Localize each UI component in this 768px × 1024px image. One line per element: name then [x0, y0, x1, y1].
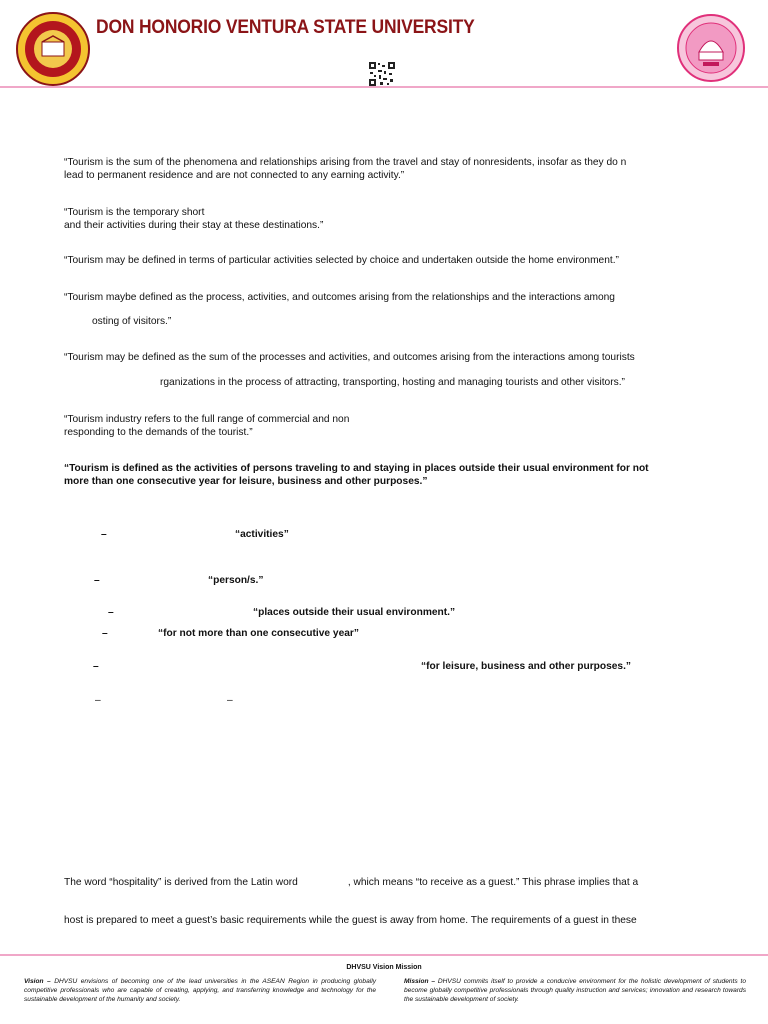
footer-heading: DHVSU Vision Mission [346, 964, 422, 971]
breakdown-term: “for leisure, business and other purposes.” [421, 661, 632, 672]
university-seal-right [677, 14, 745, 82]
definition-5-line-2: rganizations in the process of attracting, transporting, hosting and managing tourists and other visitors.” [160, 377, 625, 388]
footer-divider [0, 954, 768, 956]
vision-statement [24, 977, 376, 1004]
definition-7-highlight: “Tourism is defined as the activities of persons traveling to and staying in places outside their usual environment for not more than one consecutive year for leisure, business and other purposes.” [64, 463, 649, 487]
vision-text: DHVSU envisions of becoming one of the lead universities in the ASEAN Region in producing globally competitive professionals who are capable of creating, applying, and transferring knowledge and technology for the sustainable development of the humanity and society. [24, 978, 376, 1003]
dash: – [102, 628, 108, 639]
definition-5-line-1: “Tourism may be defined as the sum of the processes and activities, and outcomes arising from the interactions among tourists [64, 352, 635, 363]
definition-4-line-1: “Tourism maybe defined as the process, activities, and outcomes arising from the relationships and the interactions among [64, 292, 615, 303]
mission-text: DHVSU commits itself to provide a conducive environment for the holistic development of students to become globally competitive professionals through quality instruction and services; innovation and research towards the sustainable development of society. [404, 978, 746, 1003]
mission-statement [404, 977, 746, 1004]
university-seal-left [16, 12, 90, 86]
vision-label: Vision – [24, 978, 55, 985]
definition-2: “Tourism is the temporary short and their activities during their stay at these destinations.” [64, 207, 324, 231]
dash-second: – [227, 695, 233, 706]
definition-3: “Tourism may be defined in terms of particular activities selected by choice and undertaken outside the home environment.” [64, 255, 619, 266]
breakdown-term: “places outside their usual environment.” [253, 607, 456, 618]
dash: – [95, 695, 101, 706]
dash: – [94, 575, 100, 586]
breakdown-term: “for not more than one consecutive year” [158, 628, 359, 639]
hospitality-paragraph: The word “hospitality” is derived from the Latin word , which means “to receive as a guest.” This phrase implies that a host is prepared to meet a guest’s basic requirements while the guest is away from home. The requirements of a guest in these [64, 877, 639, 926]
definition-1: “Tourism is the sum of the phenomena and relationships arising from the travel and stay of nonresidents, insofar as they do n lead to permanent residence and are not connected to any earning activity.” [64, 157, 627, 181]
mission-label: Mission – [404, 978, 438, 985]
dash: – [93, 661, 99, 672]
dash: – [108, 607, 114, 618]
dash: – [101, 529, 107, 540]
qr-code-icon [368, 61, 396, 87]
definition-6: “Tourism industry refers to the full range of commercial and non responding to the demands of the tourist.” [64, 414, 350, 438]
breakdown-term: “activities” [235, 529, 289, 540]
header-divider [0, 86, 768, 88]
definition-4-line-2: osting of visitors.” [92, 316, 172, 327]
breakdown-term: “person/s.” [208, 575, 264, 586]
university-name: DON HONORIO VENTURA STATE UNIVERSITY [96, 17, 475, 38]
